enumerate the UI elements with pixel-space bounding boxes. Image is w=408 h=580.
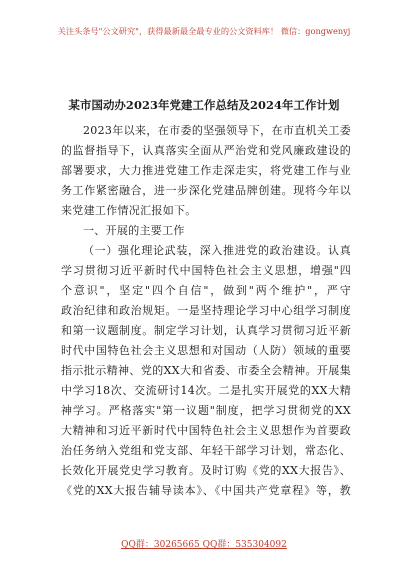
document-body: [61, 121, 351, 501]
body-line: 神学习。严格落实"第一议题"制度，把学习贯彻党的XX: [61, 404, 351, 417]
body-line: 治任务纳入党组和党支部、年轻干部学习计划，常态化、: [61, 444, 351, 457]
body-line: 个意识"，坚定"四个自信"，做到"两个维护"，严守: [61, 284, 351, 297]
body-line: 的监督指导下，认真落实全面从严治党和党风廉政建设的: [61, 144, 351, 157]
body-line: 《党的XX大报告辅导读本》、《中国共产党章程》等，教: [61, 484, 351, 497]
body-line: 务工作紧密融合，进一步深化党建品牌创建。现将今年以: [61, 184, 351, 197]
header-promo-note: 关注头条号"公文研究"，获得最新最全最专业的公文资料库！ 微信：gongwenyj: [57, 26, 351, 36]
body-line: 时代中国特色社会主义思想和对国动（人防）领域的重要: [61, 344, 351, 357]
body-line: 指示批示精神、党的XX大和省委、市委全会精神。开展集: [61, 364, 351, 377]
body-line: 长效化开展党史学习教育。及时订购《党的XX大报告》、: [61, 464, 351, 477]
body-line: 和第一议题制度。制定学习计划，认真学习贯彻习近平新: [61, 324, 351, 337]
subsection-heading-line: （一）强化理论武装，深入推进党的政治建设。认真: [83, 244, 351, 257]
body-line: 学习贯彻习近平新时代中国特色社会主义思想，增强"四: [61, 264, 351, 277]
body-line: 大精神和习近平新时代中国特色社会主义思想作为首要政: [61, 424, 351, 437]
body-line: 来党建工作情况汇报如下。: [61, 204, 197, 217]
body-line: 政治纪律和政治规矩。一是坚持理论学习中心组学习制度: [61, 304, 351, 317]
document-title: 某市国动办2023年党建工作总结及2024年工作计划: [68, 98, 340, 112]
body-line: 2023年以来，在市委的坚强领导下，在市直机关工委: [83, 124, 351, 137]
section-heading: 一、开展的主要工作: [83, 224, 185, 237]
body-line: 中学习18次、交流研讨14次。二是扎实开展党的XX大精: [61, 384, 351, 397]
body-line: 部署要求，大力推进党建工作走深走实，将党建工作与业: [61, 164, 351, 177]
footer-qq-groups: QQ群：30265665 QQ群：535304092: [121, 540, 287, 550]
